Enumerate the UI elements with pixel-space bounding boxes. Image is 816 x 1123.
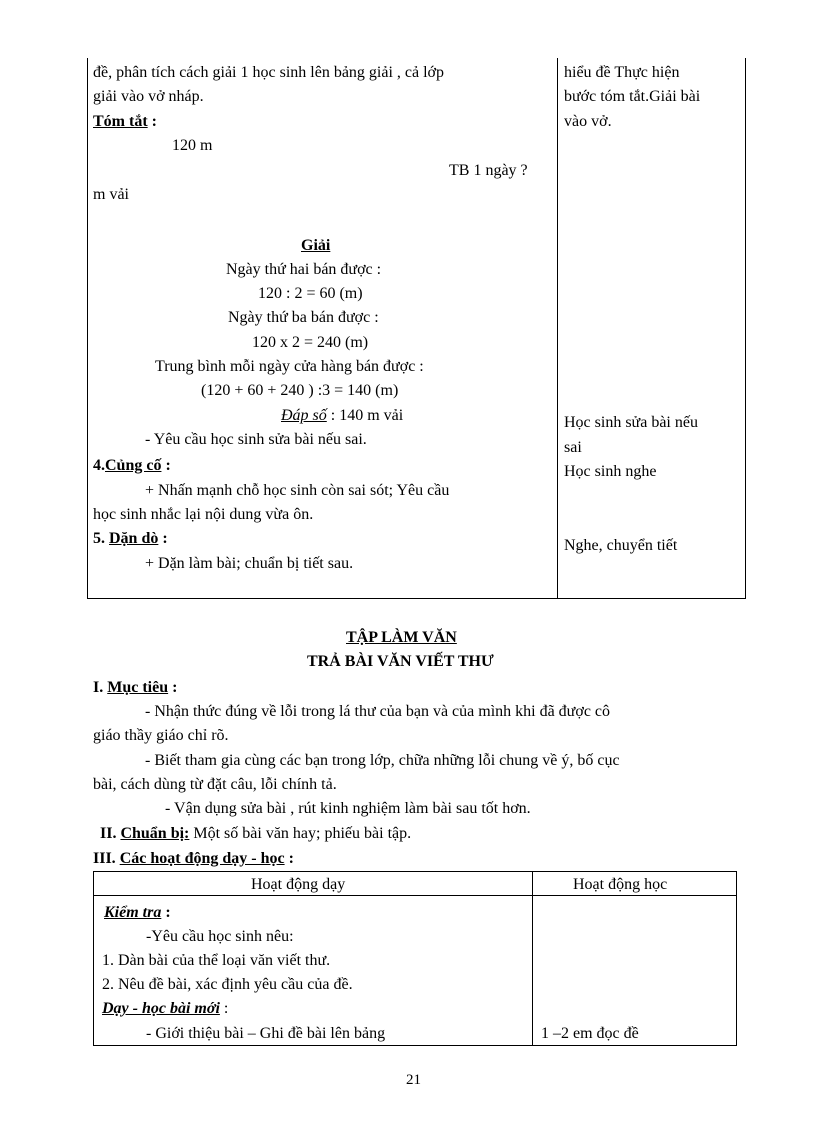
answer-label: Đáp số (281, 407, 327, 424)
new-lesson-heading: Dạy - học bài mới : (102, 1000, 229, 1017)
solution-line: (120 + 60 + 240 ) :3 = 140 (m) (201, 382, 399, 399)
solution-line: Ngày thứ ba bán được : (228, 309, 379, 326)
solution-line: 120 : 2 = 60 (m) (258, 285, 363, 302)
fix-request: - Yêu cầu học sinh sửa bài nếu sai. (145, 431, 367, 448)
answer-value: : 140 m vải (326, 407, 404, 424)
lesson-title: TẬP LÀM VĂN (346, 629, 457, 646)
objective-line: - Vận dụng sửa bài , rút kinh nghiệm làm bài sau tốt hơn. (165, 800, 531, 817)
check-line: 1. Dàn bài của thể loại văn viết thư. (102, 952, 331, 969)
summary-question: TB 1 ngày ? (449, 162, 528, 179)
objectives-heading: I. Mục tiêu : (93, 679, 178, 696)
intro-line-2: giải vào vở nháp. (93, 88, 204, 105)
header-learning: Hoạt động học (573, 876, 668, 893)
right-listen-next: Nghe, chuyển tiết (564, 537, 678, 554)
solution-line: 120 x 2 = 240 (m) (252, 334, 369, 351)
activities-heading: III. Các hoạt động dạy - học : (93, 850, 294, 867)
answer-line (281, 404, 403, 429)
solution-heading: Giải (301, 237, 331, 254)
page-number: 21 (406, 1072, 421, 1088)
intro-activity: - Giới thiệu bài – Ghi đề bài lên bảng (146, 1025, 386, 1042)
intro-line-1: đề, phân tích cách giải 1 học sinh lên bảng giải , cả lớp (93, 64, 445, 81)
right-fix-line-1: Học sinh sửa bài nếu (564, 414, 698, 431)
homework-line: + Dặn làm bài; chuẩn bị tiết sau. (145, 555, 354, 572)
solution-line: Ngày thứ hai bán được : (226, 261, 382, 278)
right-listen: Học sinh nghe (564, 463, 657, 480)
objective-line: bài, cách dùng từ đặt câu, lỗi chính tả. (93, 776, 337, 793)
homework-heading: 5. Dặn dò : (93, 530, 168, 547)
objective-line: giáo thầy giáo chỉ rõ. (93, 727, 229, 744)
top-table-divider (557, 58, 558, 599)
summary-heading: Tóm tắt : (93, 113, 157, 130)
check-line: -Yêu cầu học sinh nêu: (146, 928, 294, 945)
prep-line: II. Chuẩn bị: Một số bài văn hay; phiếu bài tập. (100, 825, 412, 842)
consolidate-line-1: + Nhấn mạnh chỗ học sinh còn sai sót; Yêu cầu (145, 482, 450, 499)
right-fix-line-2: sai (564, 439, 582, 456)
activities-table-divider (532, 871, 533, 1046)
check-line: 2. Nêu đề bài, xác định yêu cầu của đề. (102, 976, 353, 993)
objective-line: - Biết tham gia cùng các bạn trong lớp, chữa những lỗi chung về ý, bố cục (145, 752, 620, 769)
lesson-subtitle: TRẢ BÀI VĂN VIẾT THƯ (307, 653, 494, 670)
right-line-1: hiểu đề Thực hiện (564, 64, 680, 81)
right-line-3: vào vở. (564, 113, 612, 130)
right-line-2: bước tóm tắt.Giải bài (564, 88, 701, 105)
solution-line: Trung bình mỗi ngày cửa hàng bán được : (155, 358, 424, 375)
consolidate-line-2: học sinh nhắc lại nội dung vừa ôn. (93, 506, 314, 523)
summary-value: 120 m (172, 137, 213, 154)
header-teaching: Hoạt động dạy (251, 876, 346, 893)
objective-line: - Nhận thức đúng về lỗi trong lá thư của bạn và của mình khi đã được cô (145, 703, 611, 720)
check-heading: Kiểm tra : (104, 904, 171, 921)
student-read: 1 –2 em đọc đề (541, 1025, 639, 1042)
consolidate-heading: 4.Củng cố : (93, 457, 171, 474)
summary-unit: m vải (93, 186, 129, 203)
